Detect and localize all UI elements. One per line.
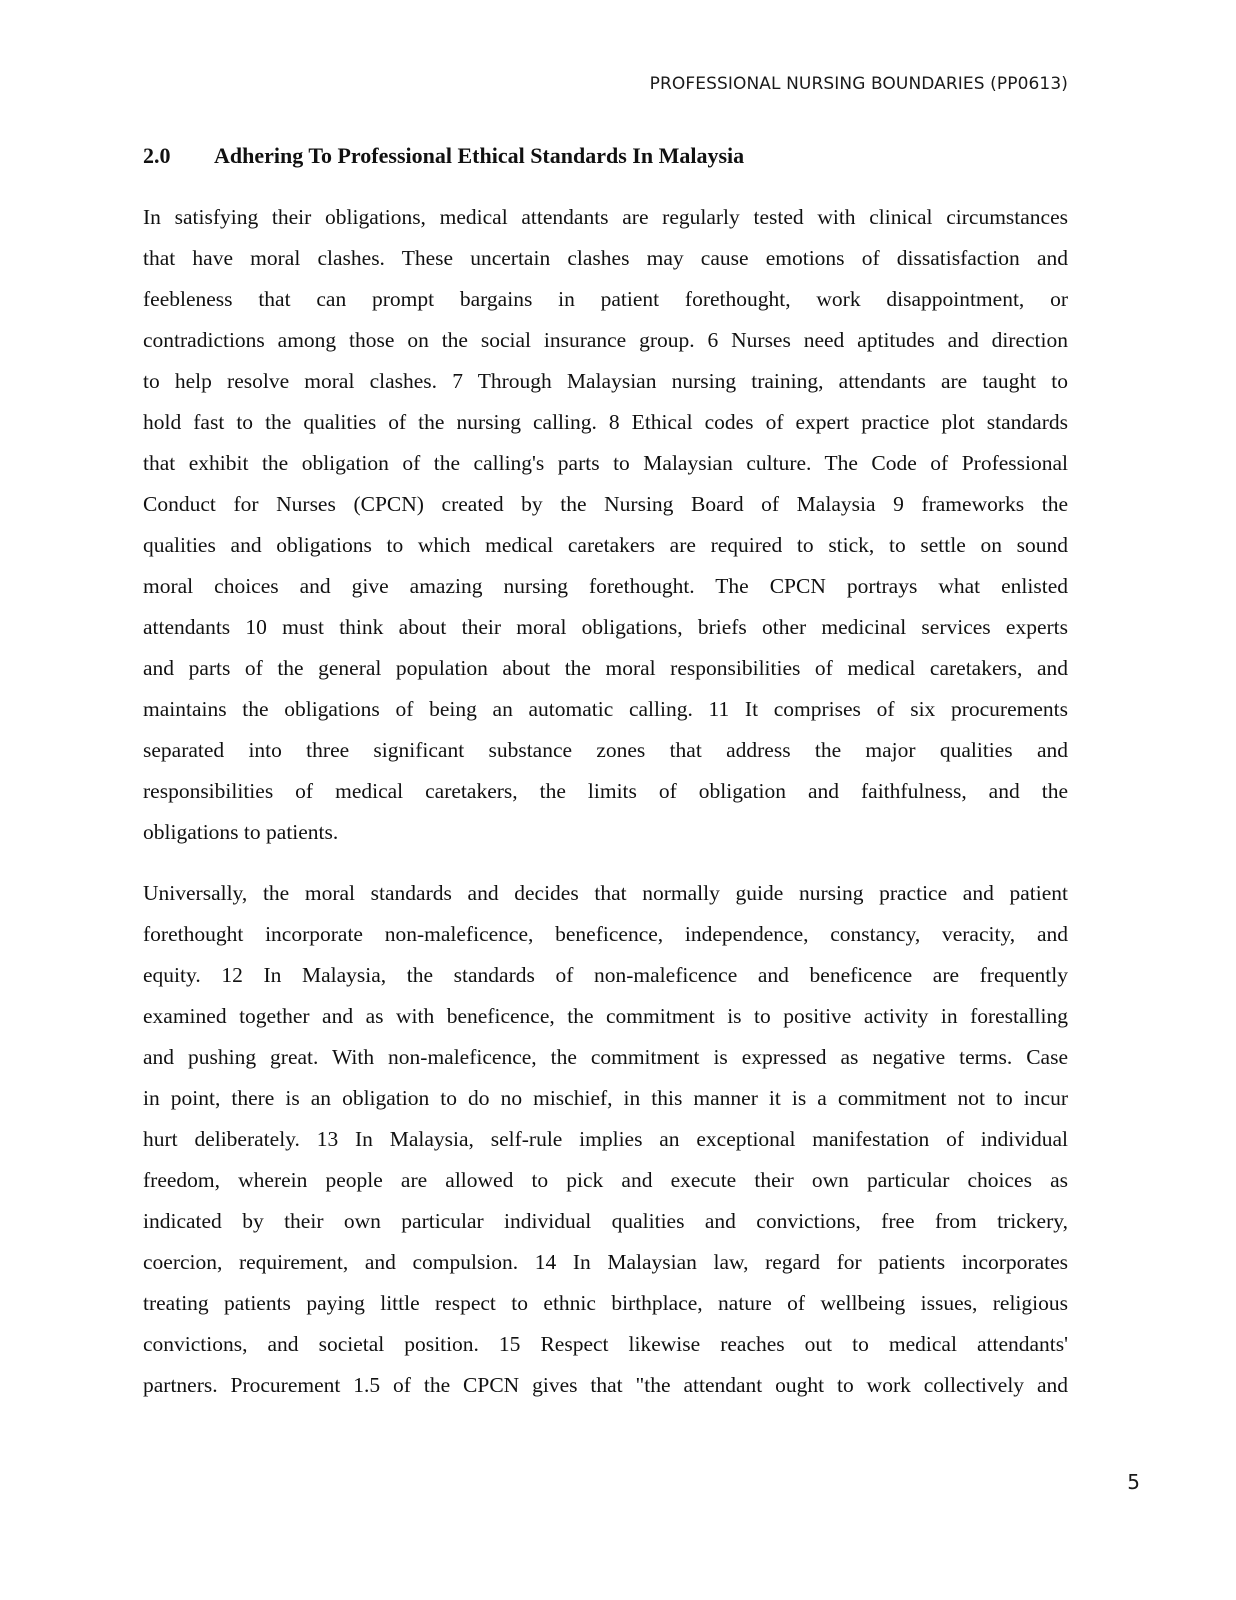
running-header: PROFESSIONAL NURSING BOUNDARIES (PP0613) <box>649 74 1068 94</box>
section-heading <box>143 143 744 169</box>
text-line: equity. 12 In Malaysia, the standards of non-maleficence and beneficence are frequently <box>143 963 1068 987</box>
paragraph-2 <box>143 873 1068 1406</box>
text-line: indicated by their own particular individual qualities and convictions, free from trickery, <box>143 1209 1068 1233</box>
text-line: partners. Procurement 1.5 of the CPCN gives that "the attendant ought to work collectively and <box>143 1373 1068 1397</box>
text-line: in point, there is an obligation to do no mischief, in this manner it is a commitment not to incur <box>143 1086 1068 1110</box>
text-line: obligations to patients. <box>143 820 339 844</box>
page-number: 5 <box>1127 1470 1140 1494</box>
text-line: feebleness that can prompt bargains in patient forethought, work disappointment, or <box>143 287 1068 311</box>
text-line: responsibilities of medical caretakers, the limits of obligation and faithfulness, and the <box>143 779 1068 803</box>
text-line: that have moral clashes. These uncertain clashes may cause emotions of dissatisfaction and <box>143 246 1068 270</box>
text-line: contradictions among those on the social insurance group. 6 Nurses need aptitudes and direction <box>143 328 1068 352</box>
text-line: to help resolve moral clashes. 7 Through Malaysian nursing training, attendants are taught to <box>143 369 1068 393</box>
text-line: coercion, requirement, and compulsion. 14 In Malaysian law, regard for patients incorporates <box>143 1250 1068 1274</box>
section-title: Adhering To Professional Ethical Standards In Malaysia <box>214 143 745 168</box>
text-line: attendants 10 must think about their moral obligations, briefs other medicinal services experts <box>143 615 1068 639</box>
text-line: and pushing great. With non-maleficence, the commitment is expressed as negative terms. Case <box>143 1045 1068 1069</box>
paragraph-1 <box>143 197 1068 853</box>
text-line: forethought incorporate non-maleficence, beneficence, independence, constancy, veracity, and <box>143 922 1068 946</box>
text-line: that exhibit the obligation of the calling's parts to Malaysian culture. The Code of Professional <box>143 451 1068 475</box>
text-line: and parts of the general population about the moral responsibilities of medical caretakers, and <box>143 656 1068 680</box>
text-line: treating patients paying little respect to ethnic birthplace, nature of wellbeing issues, religious <box>143 1291 1068 1315</box>
text-line: qualities and obligations to which medical caretakers are required to stick, to settle on sound <box>143 533 1068 557</box>
text-line: hurt deliberately. 13 In Malaysia, self-rule implies an exceptional manifestation of individual <box>143 1127 1068 1151</box>
text-line: examined together and as with beneficence, the commitment is to positive activity in forestalling <box>143 1004 1068 1028</box>
text-line: maintains the obligations of being an automatic calling. 11 It comprises of six procurements <box>143 697 1068 721</box>
text-line: moral choices and give amazing nursing forethought. The CPCN portrays what enlisted <box>143 574 1068 598</box>
text-line: In satisfying their obligations, medical attendants are regularly tested with clinical circumstances <box>143 205 1068 229</box>
section-number: 2.0 <box>143 143 171 168</box>
text-line: hold fast to the qualities of the nursing calling. 8 Ethical codes of expert practice plot standards <box>143 410 1068 434</box>
text-line: Universally, the moral standards and decides that normally guide nursing practice and patient <box>143 881 1068 905</box>
text-line: freedom, wherein people are allowed to pick and execute their own particular choices as <box>143 1168 1068 1192</box>
text-line: convictions, and societal position. 15 Respect likewise reaches out to medical attendants' <box>143 1332 1068 1356</box>
text-line: Conduct for Nurses (CPCN) created by the Nursing Board of Malaysia 9 frameworks the <box>143 492 1068 516</box>
text-line: separated into three significant substance zones that address the major qualities and <box>143 738 1068 762</box>
